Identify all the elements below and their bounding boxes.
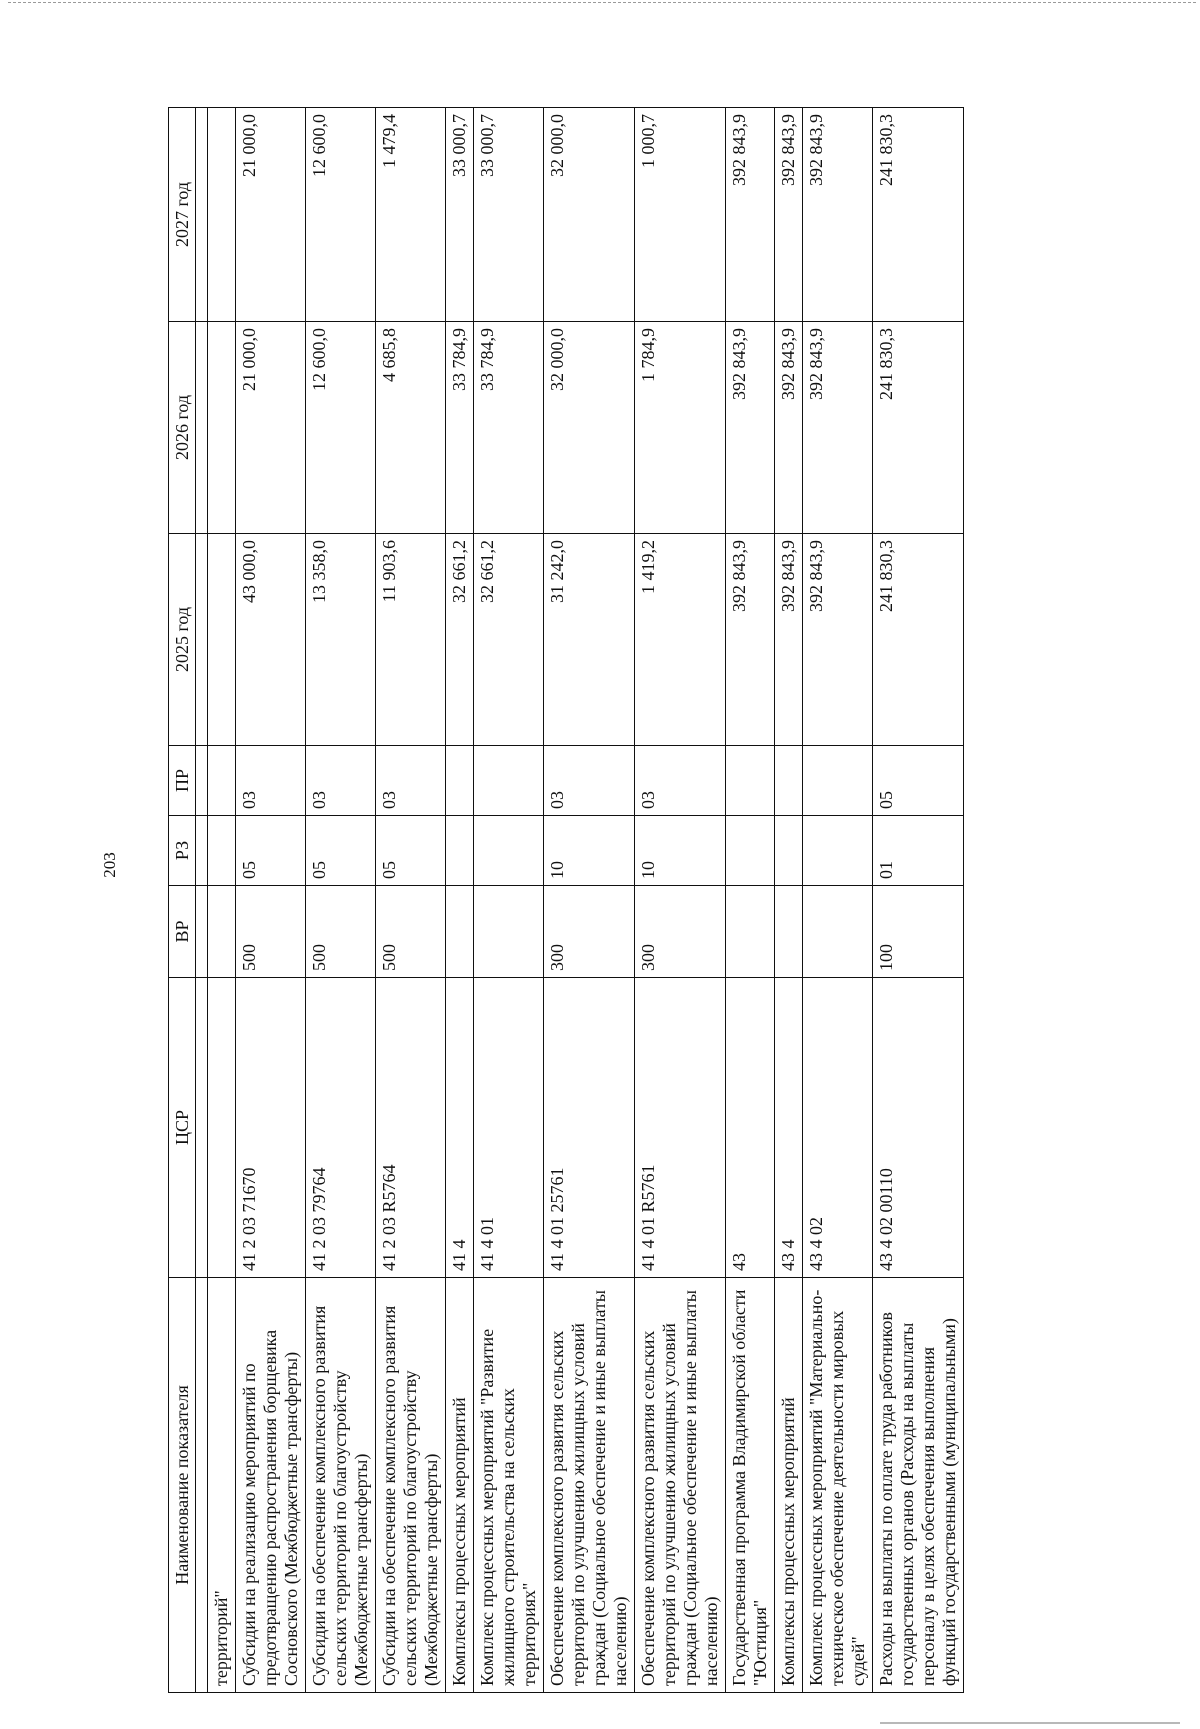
row-rz: 10 xyxy=(635,816,726,886)
row-pr xyxy=(726,746,775,816)
row-name: Комплекс процессных мероприятий "Развитие жилищного строительства на сельских территориях" xyxy=(474,1278,544,1693)
column-header: 2025 год xyxy=(169,534,196,746)
row-pr: 03 xyxy=(376,746,446,816)
row-2026: 33 784,9 xyxy=(474,322,544,534)
row-2027: 12 600,0 xyxy=(306,108,376,322)
row-2027: 1 479,4 xyxy=(376,108,446,322)
column-header: 2027 год xyxy=(169,108,196,322)
table-row xyxy=(775,108,803,1693)
row-2027: 392 843,9 xyxy=(803,108,873,322)
row-rz: 10 xyxy=(544,816,635,886)
row-pr xyxy=(446,746,474,816)
row-2027: 32 000,0 xyxy=(544,108,635,322)
row-name: Обеспечение комплексного развития сельских территорий по улучшению жилищных условий граждан (Социальное обеспечение и иные выплаты населению) xyxy=(635,1278,726,1693)
table-row xyxy=(873,108,964,1693)
row-2027: 33 000,7 xyxy=(446,108,474,322)
row-csr: 43 4 xyxy=(775,978,803,1278)
row-2025: 43 000,0 xyxy=(236,534,306,746)
table-row xyxy=(376,108,446,1693)
row-csr: 41 4 01 xyxy=(474,978,544,1278)
row-name: Субсидии на обеспечение комплексного развития сельских территорий по благоустройству (Межбюджетные трансферты) xyxy=(306,1278,376,1693)
table-row xyxy=(803,108,873,1693)
row-vr xyxy=(803,886,873,978)
row-pr: 03 xyxy=(306,746,376,816)
row-name: Комплекс процессных мероприятий "Материально-техническое обеспечение деятельности мировых судей" xyxy=(803,1278,873,1693)
column-number-row xyxy=(196,108,208,1693)
rotated-table-container xyxy=(168,108,1108,1693)
table-row xyxy=(474,108,544,1693)
column-header: 2026 год xyxy=(169,322,196,534)
row-2026: 392 843,9 xyxy=(803,322,873,534)
row-rz: 01 xyxy=(873,816,964,886)
row-2027: 33 000,7 xyxy=(474,108,544,322)
table-row xyxy=(544,108,635,1693)
row-vr xyxy=(474,886,544,978)
row-csr: 41 2 03 71670 xyxy=(236,978,306,1278)
row-pr xyxy=(474,746,544,816)
row-2026: 21 000,0 xyxy=(236,322,306,534)
budget-table xyxy=(168,107,964,1693)
row-name: Субсидии на реализацию мероприятий по предотвращению распространения борщевика Сосновского (Межбюджетные трансферты) xyxy=(236,1278,306,1693)
row-rz xyxy=(803,816,873,886)
row-name: Комплексы процессных мероприятий xyxy=(775,1278,803,1693)
column-header: Наименование показателя xyxy=(169,1278,196,1693)
row-2026: 241 830,3 xyxy=(873,322,964,534)
row-rz xyxy=(446,816,474,886)
row-2026: 4 685,8 xyxy=(376,322,446,534)
row-2025: 32 661,2 xyxy=(474,534,544,746)
row-2025: 241 830,3 xyxy=(873,534,964,746)
row-2025: 392 843,9 xyxy=(775,534,803,746)
row-2027: 1 000,7 xyxy=(635,108,726,322)
row-vr: 500 xyxy=(306,886,376,978)
row-pr xyxy=(803,746,873,816)
row-rz: 05 xyxy=(236,816,306,886)
continuation-row xyxy=(208,108,236,1693)
row-pr: 03 xyxy=(544,746,635,816)
row-2027: 241 830,3 xyxy=(873,108,964,322)
row-rz xyxy=(775,816,803,886)
row-pr: 03 xyxy=(635,746,726,816)
row-2026: 33 784,9 xyxy=(446,322,474,534)
row-csr: 43 4 02 xyxy=(803,978,873,1278)
row-2026: 12 600,0 xyxy=(306,322,376,534)
page-bottom-border xyxy=(880,1722,1180,1725)
row-vr: 100 xyxy=(873,886,964,978)
column-header: ЦСР xyxy=(169,978,196,1278)
row-pr: 03 xyxy=(236,746,306,816)
table-row xyxy=(726,108,775,1693)
row-vr: 300 xyxy=(544,886,635,978)
row-csr: 41 4 xyxy=(446,978,474,1278)
row-name: Обеспечение комплексного развития сельских территорий по улучшению жилищных условий граждан (Социальное обеспечение и иные выплаты населению) xyxy=(544,1278,635,1693)
row-csr: 41 2 03 79764 xyxy=(306,978,376,1278)
row-name: Комплексы процессных мероприятий xyxy=(446,1278,474,1693)
row-rz xyxy=(726,816,775,886)
row-vr: 300 xyxy=(635,886,726,978)
row-2026: 392 843,9 xyxy=(726,322,775,534)
row-name: Государственная программа Владимирской области "Юстиция" xyxy=(726,1278,775,1693)
row-2025: 31 242,0 xyxy=(544,534,635,746)
table-header-row xyxy=(169,108,196,1693)
page-top-border xyxy=(8,2,1196,4)
continuation-text: территорий" xyxy=(208,1278,236,1693)
row-pr xyxy=(775,746,803,816)
row-2025: 13 358,0 xyxy=(306,534,376,746)
row-2026: 392 843,9 xyxy=(775,322,803,534)
page-number: 203 xyxy=(100,852,119,878)
column-header: ВР xyxy=(169,886,196,978)
column-header: ПР xyxy=(169,746,196,816)
row-name: Расходы на выплаты по оплате труда работников государственных органов (Расходы на выплаты персоналу в целях обеспечения выполнения функций государственными (муниципальными) xyxy=(873,1278,964,1693)
row-2027: 392 843,9 xyxy=(775,108,803,322)
row-vr xyxy=(775,886,803,978)
row-2026: 32 000,0 xyxy=(544,322,635,534)
row-pr: 05 xyxy=(873,746,964,816)
row-2025: 392 843,9 xyxy=(726,534,775,746)
column-header: РЗ xyxy=(169,816,196,886)
row-2025: 1 419,2 xyxy=(635,534,726,746)
row-vr: 500 xyxy=(236,886,306,978)
row-2026: 1 784,9 xyxy=(635,322,726,534)
row-rz: 05 xyxy=(306,816,376,886)
table-row xyxy=(446,108,474,1693)
row-rz xyxy=(474,816,544,886)
row-2027: 392 843,9 xyxy=(726,108,775,322)
row-vr: 500 xyxy=(376,886,446,978)
row-2025: 11 903,6 xyxy=(376,534,446,746)
row-csr: 43 xyxy=(726,978,775,1278)
row-2025: 392 843,9 xyxy=(803,534,873,746)
row-csr: 41 4 01 R5761 xyxy=(635,978,726,1278)
table-row xyxy=(306,108,376,1693)
row-name: Субсидии на обеспечение комплексного развития сельских территорий по благоустройству (Межбюджетные трансферты) xyxy=(376,1278,446,1693)
row-vr xyxy=(726,886,775,978)
row-2025: 32 661,2 xyxy=(446,534,474,746)
row-rz: 05 xyxy=(376,816,446,886)
row-2027: 21 000,0 xyxy=(236,108,306,322)
table-row xyxy=(236,108,306,1693)
row-csr: 41 2 03 R5764 xyxy=(376,978,446,1278)
table-row xyxy=(635,108,726,1693)
row-csr: 43 4 02 00110 xyxy=(873,978,964,1278)
row-vr xyxy=(446,886,474,978)
row-csr: 41 4 01 25761 xyxy=(544,978,635,1278)
